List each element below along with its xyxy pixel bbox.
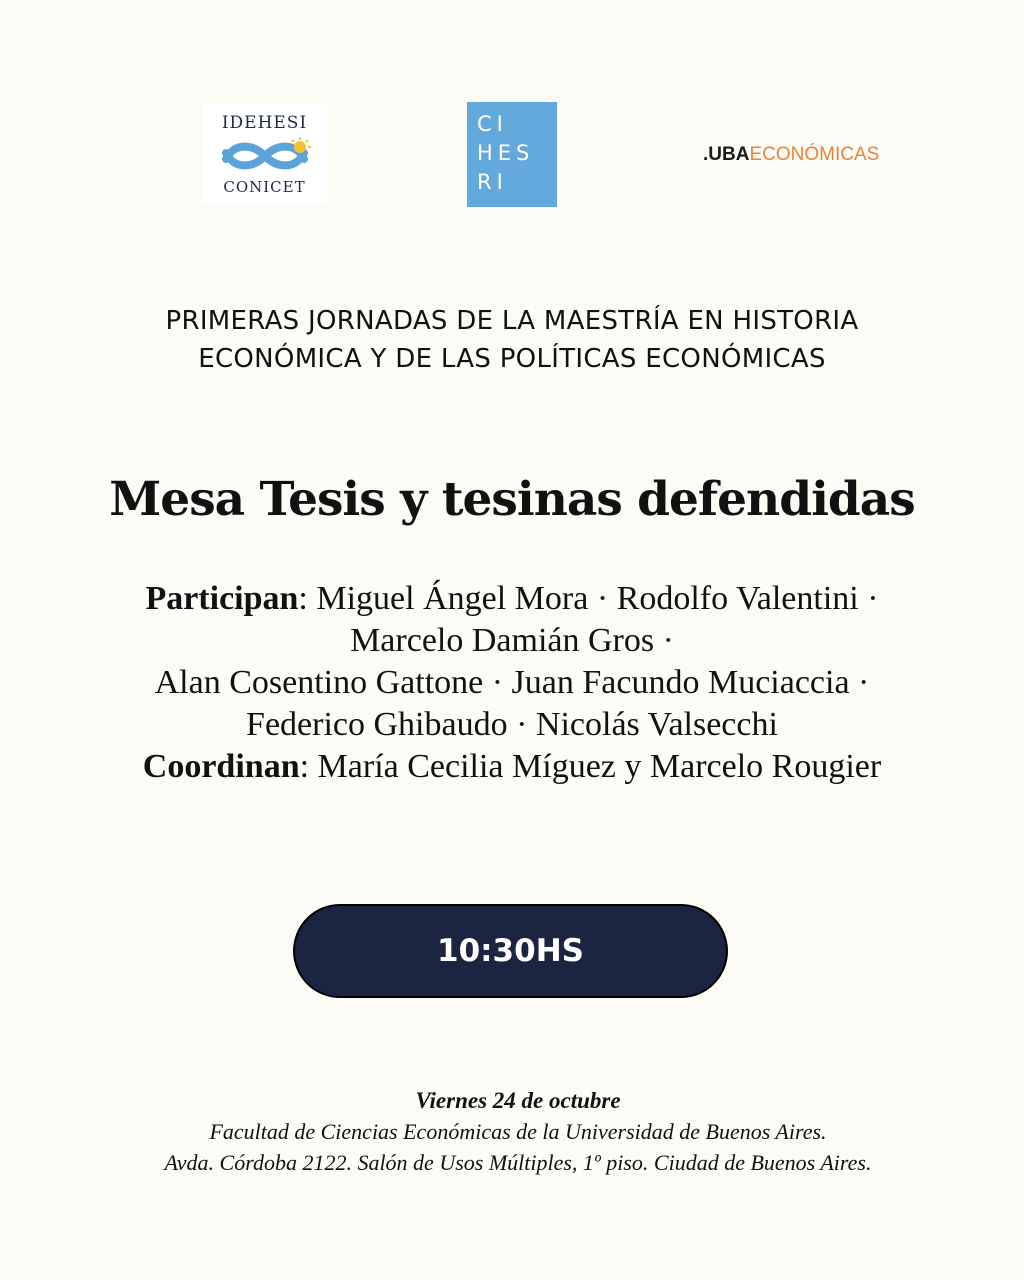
participants-block xyxy=(0,578,1024,788)
uba-logo-part: .UBA xyxy=(703,144,750,165)
mesa-title: Mesa Tesis y tesinas defendidas xyxy=(109,472,915,527)
event-footer xyxy=(0,1085,1024,1178)
event-title-line: PRIMERAS JORNADAS DE LA MAESTRÍA EN HISTORIA xyxy=(165,306,859,336)
event-title-line: ECONÓMICA Y DE LAS POLÍTICAS ECONÓMICAS xyxy=(198,344,826,374)
address-line: Avda. Córdoba 2122. Salón de Usos Múltiples, 1º piso. Ciudad de Buenos Aires. xyxy=(164,1150,872,1175)
ciheri-logo-line: HES xyxy=(477,141,535,165)
coordinators-label: Coordinan xyxy=(142,748,300,785)
conicet-logo-text: CONICET xyxy=(223,178,306,196)
participants-line xyxy=(0,578,1024,620)
event-title xyxy=(0,302,1024,378)
coordinators-names: : María Cecilia Míguez y Marcelo Rougier xyxy=(299,748,882,785)
idehesi-conicet-logo xyxy=(202,103,327,203)
coordinators-line xyxy=(0,746,1024,788)
economicas-logo-part: ECONÓMICAS xyxy=(749,144,880,165)
idehesi-logo-text: IDEHESI xyxy=(221,113,308,133)
participants-line: Federico Ghibaudo · Nicolás Valsecchi xyxy=(246,706,778,743)
uba-economicas-logo xyxy=(703,144,879,166)
participants-label: Participan xyxy=(145,580,299,617)
infinity-sun-icon xyxy=(216,137,314,175)
venue-line: Facultad de Ciencias Económicas de la Universidad de Buenos Aires. xyxy=(209,1119,827,1144)
participants-line: Marcelo Damián Gros · xyxy=(350,622,674,659)
participants-names: : Miguel Ángel Mora · Rodolfo Valentini · xyxy=(298,580,879,617)
event-date: Viernes 24 de octubre xyxy=(415,1088,621,1113)
ciheri-logo-line: CI xyxy=(477,112,508,136)
ciheri-logo-line: RI xyxy=(477,170,508,194)
ciheri-logo xyxy=(467,102,557,207)
time-badge: 10:30HS xyxy=(293,904,728,998)
logos-header xyxy=(0,0,1024,230)
participants-line: Alan Cosentino Gattone · Juan Facundo Muciaccia · xyxy=(154,664,870,701)
